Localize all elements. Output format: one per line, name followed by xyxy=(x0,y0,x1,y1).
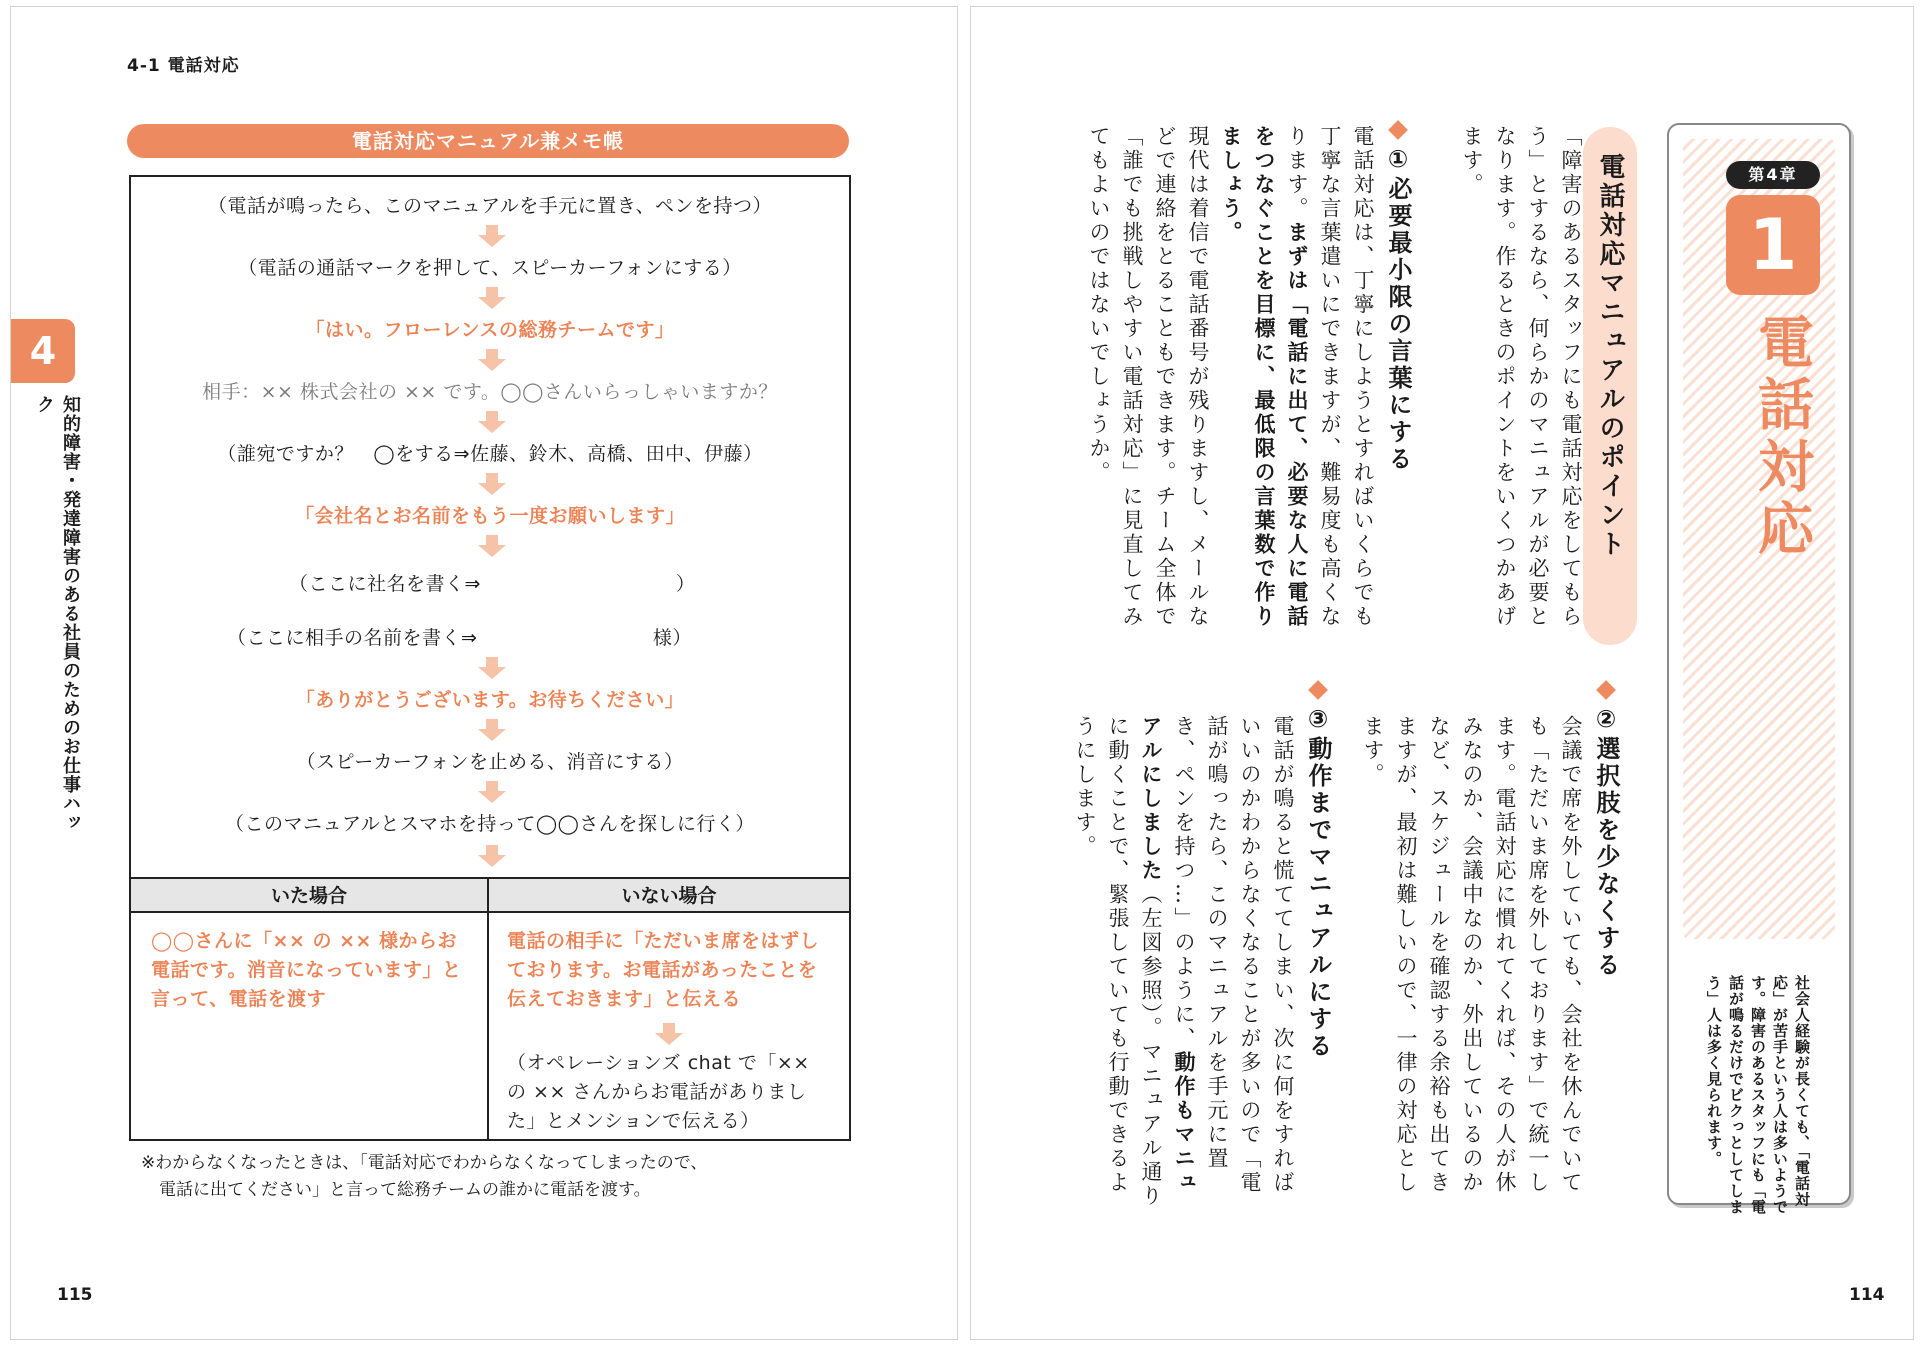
memo-footnote xyxy=(141,1150,707,1204)
flow-arrow-icon xyxy=(478,781,506,803)
page-number-left: 115 xyxy=(57,1285,93,1305)
point-3-body-a: 電話が鳴ると慌ててしまい、次に何をすればいいのかわからなくなることが多いので「電話が鳴ったら、このマニュアルを手元に置き、ペンを持つ…」のように、 xyxy=(1172,715,1295,1195)
point-1-heading xyxy=(1381,123,1416,473)
flow-step-6: 「会社名とお名前をもう一度お願いします」 xyxy=(294,505,685,527)
point-3-body xyxy=(1073,715,1299,1215)
flow-step-1: （電話が鳴ったら、このマニュアルを手元に置き、ペンを持つ） xyxy=(208,195,772,217)
page-number-right: 114 xyxy=(1849,1285,1885,1305)
section-header: 4-1 電話対応 xyxy=(127,56,240,76)
footnote-line-2: 電話に出てください」と言って総務チームの誰かに電話を渡す。 xyxy=(159,1180,651,1200)
flow-step-4: 相手：×× 株式会社の ×× です。◯◯さんいらっしゃいますか？ xyxy=(202,381,778,403)
flow-step-2: （電話の通話マークを押して、スピーカーフォンにする） xyxy=(238,257,742,279)
case-header-row xyxy=(131,877,849,913)
intro-paragraph: 「障害のあるスタッフにも電話対応をしてもらう」とするなら、何らかのマニュアルが必要となります。作るときのポイントをいくつかあげます。 xyxy=(1460,125,1583,629)
diamond-icon xyxy=(1596,680,1616,700)
right-page xyxy=(970,6,1914,1340)
flow-arrow-icon xyxy=(478,535,506,557)
point-1-body-bold: まずは「電話に出て、必要な人に電話をつなぐことを目標に、最低限の言葉数で作りましょう。 xyxy=(1219,125,1309,629)
point-1-body-a: 電話対応は、丁寧にしようとすればいくらでも丁寧な言葉遣いにできますが、難易度も高くなります。 xyxy=(1285,125,1375,629)
left-page xyxy=(10,6,958,1340)
point-1-body xyxy=(1089,125,1379,645)
case-absent-header: いない場合 xyxy=(621,885,717,907)
flow-arrow-icon xyxy=(478,287,506,309)
memo-title: 電話対応マニュアル兼メモ帳 xyxy=(127,124,849,158)
point-2-body: 会議で席を外していても、会社を休んでいても「ただいま席を外しております」で統一します。電話対応に慣れてくれば、その人が休みなのか、会議中なのか、外出しているのかなど、スケジュールを確認する余裕も出てきますが、最初は難しいので、一律の対応とします。 xyxy=(1361,715,1583,1195)
chapter-number: 1 xyxy=(1726,195,1820,295)
flow-step-5: （誰宛ですか？ ◯をする⇒佐藤、鈴木、高橋、田中、伊藤） xyxy=(217,443,763,465)
flow-arrow-icon xyxy=(478,349,506,371)
flow-arrow-icon xyxy=(478,473,506,495)
flow-arrow-icon xyxy=(478,225,506,247)
flow-arrow-icon xyxy=(478,719,506,741)
phone-manual-memo xyxy=(129,175,851,1141)
flow-step-11: （このマニュアルとスマホを持って◯◯さんを探しに行く） xyxy=(225,813,755,835)
footnote-line-1: ※わからなくなったときは、「電話対応でわからなくなってしまったので、 xyxy=(141,1153,708,1173)
flow-step-7: （ここに社名を書く⇒ ） xyxy=(289,573,696,595)
flow-step-10: （スピーカーフォンを止める、消音にする） xyxy=(296,751,684,773)
chapter-main-title: 電話対応 xyxy=(1749,313,1814,561)
chapter-card xyxy=(1667,123,1851,1215)
chapter-badge: 第4章 xyxy=(1726,161,1820,189)
point-3-heading xyxy=(1301,683,1336,1060)
diamond-icon xyxy=(1388,120,1408,140)
flow-arrow-icon xyxy=(478,845,506,867)
chapter-note: 社会人経験が長くても、「電話対応」が苦手という人は多いようです。障害のあるスタッフにも「電話が鳴るだけでビクっとしてしまう」人は多く見られます。 xyxy=(1705,975,1811,1215)
flow-step-8: （ここに相手の名前を書く⇒ 様） xyxy=(227,627,692,649)
points-heading: 電話対応マニュアルのポイント xyxy=(1595,153,1625,559)
flow-arrow-icon xyxy=(655,1023,683,1045)
flow-arrow-icon xyxy=(478,657,506,679)
diamond-icon xyxy=(1308,680,1328,700)
flow-step-3: 「はい。フローレンスの総務チームです」 xyxy=(305,319,675,341)
case-present-text: ◯◯さんに「×× の ×× 様からお電話です。消音になっています」と言って、電話を渡す xyxy=(151,930,462,1010)
chapter-side-title: 知的障害・発達障害のある社員のためのお仕事ハック xyxy=(34,395,81,832)
point-3-body-bold: 動作もマニュアルにしました xyxy=(1139,715,1196,1195)
chapter-tab: 4 xyxy=(11,319,75,383)
point-1-body-b: 現代は着信で電話番号が残りますし、メールなどで連絡をとることもできます。チーム全体で「誰でも挑戦しやすい電話対応」に見直してみてもよいのではないでしょうか。 xyxy=(1087,125,1210,629)
flow-step-9: 「ありがとうございます。お待ちください」 xyxy=(295,689,685,711)
case-absent-text: 電話の相手に「ただいま席をはずしております。お電話があったことを伝えておきます」と伝える xyxy=(507,930,820,1010)
point-2-heading xyxy=(1589,683,1624,983)
case-absent-followup: （オペレーションズ chat で「×× の ×× さんからお電話がありました」とメンションで伝える） xyxy=(507,1052,810,1132)
point-3-heading-text: ③動作までマニュアルにする xyxy=(1304,705,1332,1060)
flow-arrow-icon xyxy=(478,411,506,433)
point-2-heading-text: ②選択肢を少なくする xyxy=(1592,705,1620,979)
point-1-heading-text: ①必要最小限の言葉にする xyxy=(1384,145,1412,473)
case-present-header: いた場合 xyxy=(270,885,347,907)
case-divider xyxy=(487,877,489,1141)
point-3-body-b: （左図参照）。マニュアル通りに動くことで、緊張していても行動できるようにします。 xyxy=(1073,715,1163,1209)
